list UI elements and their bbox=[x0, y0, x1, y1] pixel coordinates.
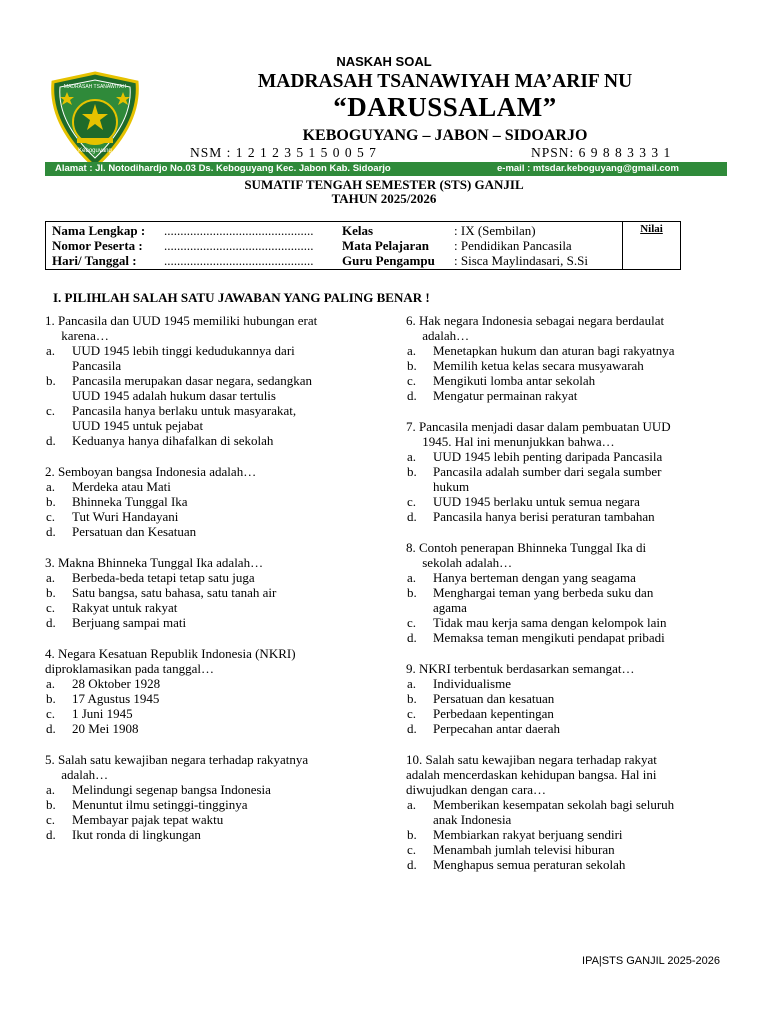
info-value: : Sisca Maylindasari, S.Si bbox=[454, 253, 588, 268]
email-text: e-mail : mtsdar.keboguyang@gmail.com bbox=[497, 163, 679, 174]
option-letter[interactable]: d. bbox=[46, 433, 56, 448]
option-text[interactable]: Perbedaan kepentingan bbox=[433, 706, 554, 721]
npsn-number: NPSN: 6 9 8 8 3 3 3 1 bbox=[531, 145, 672, 160]
student-info-box bbox=[45, 221, 681, 270]
option-letter[interactable]: d. bbox=[407, 721, 417, 736]
option-letter[interactable]: a. bbox=[407, 570, 417, 585]
option-text[interactable]: Mengatur permainan rakyat bbox=[433, 388, 578, 403]
option-letter[interactable]: a. bbox=[407, 797, 417, 812]
option-text[interactable]: 28 Oktober 1928 bbox=[72, 676, 161, 691]
question-text: diwujudkan dengan cara… bbox=[406, 782, 547, 797]
question-text: 3. Makna Bhinneka Tunggal Ika adalah… bbox=[45, 555, 264, 570]
option-letter[interactable]: c. bbox=[46, 403, 56, 418]
option-letter[interactable]: a. bbox=[407, 676, 417, 691]
option-letter[interactable]: c. bbox=[407, 706, 417, 721]
exam-year: TAHUN 2025/2026 bbox=[331, 191, 437, 206]
option-text[interactable]: 20 Mei 1908 bbox=[72, 721, 139, 736]
option-letter[interactable]: b. bbox=[407, 691, 417, 706]
school-location: KEBOGUYANG – JABON – SIDOARJO bbox=[302, 127, 588, 144]
option-text[interactable]: Satu bangsa, satu bahasa, satu tanah air bbox=[72, 585, 277, 600]
option-text[interactable]: Tidak mau kerja sama dengan kelompok lain bbox=[433, 615, 667, 630]
option-text[interactable]: Rakyat untuk rakyat bbox=[72, 600, 178, 615]
option-text[interactable]: Berbeda-beda tetapi tetap satu juga bbox=[72, 570, 255, 585]
option-text[interactable]: Keduanya hanya dihafalkan di sekolah bbox=[72, 433, 274, 448]
option-text[interactable]: Pancasila bbox=[72, 358, 122, 373]
option-text[interactable]: Pancasila hanya berlaku untuk masyarakat, bbox=[72, 403, 297, 418]
info-label: Mata Pelajaran bbox=[342, 238, 430, 253]
option-letter[interactable]: d. bbox=[46, 827, 56, 842]
option-text[interactable]: Persatuan dan Kesatuan bbox=[72, 524, 197, 539]
option-text[interactable]: Merdeka atau Mati bbox=[72, 479, 171, 494]
score-box[interactable] bbox=[623, 222, 680, 269]
option-text[interactable]: Berjuang sampai mati bbox=[72, 615, 187, 630]
option-letter[interactable]: a. bbox=[46, 570, 56, 585]
info-label: Nomor Peserta : bbox=[52, 238, 143, 253]
option-letter[interactable]: a. bbox=[46, 343, 56, 358]
option-letter[interactable]: c. bbox=[407, 842, 417, 857]
number-field[interactable]: .............................................. bbox=[164, 238, 314, 253]
option-letter[interactable]: c. bbox=[407, 494, 417, 509]
question-text: 2. Semboyan bangsa Indonesia adalah… bbox=[45, 464, 257, 479]
option-letter[interactable]: c. bbox=[46, 509, 56, 524]
option-text[interactable]: agama bbox=[433, 600, 467, 615]
school-type: MADRASAH TSANAWIYAH MA’ARIF NU bbox=[257, 71, 633, 92]
question-text: 4. Negara Kesatuan Republik Indonesia (NKRI) bbox=[45, 646, 296, 661]
option-letter[interactable]: c. bbox=[407, 373, 417, 388]
info-label: Hari/ Tanggal : bbox=[52, 253, 137, 268]
option-text[interactable]: Menetapkan hukum dan aturan bagi rakyatnya bbox=[433, 343, 675, 358]
option-letter[interactable]: d. bbox=[407, 388, 417, 403]
question-text: 1945. Hal ini menunjukkan bahwa… bbox=[406, 434, 615, 449]
svg-text:Keboguyang: Keboguyang bbox=[78, 148, 112, 154]
option-text[interactable]: Membiarkan rakyat berjuang sendiri bbox=[433, 827, 623, 842]
section-heading: I. PILIHLAH SALAH SATU JAWABAN YANG PALING BENAR ! bbox=[53, 290, 430, 305]
info-label: Guru Pengampu bbox=[342, 253, 435, 268]
option-letter[interactable]: b. bbox=[407, 464, 417, 479]
question-text: 9. NKRI terbentuk berdasarkan semangat… bbox=[406, 661, 635, 676]
option-text[interactable]: Menghargai teman yang berbeda suku dan bbox=[433, 585, 654, 600]
option-letter[interactable]: d. bbox=[407, 630, 417, 645]
option-text[interactable]: Individualisme bbox=[433, 676, 511, 691]
question-text: adalah mencerdaskan kehidupan bangsa. Hal ini bbox=[406, 767, 657, 782]
option-text[interactable]: anak Indonesia bbox=[433, 812, 512, 827]
option-letter[interactable]: a. bbox=[46, 782, 56, 797]
score-label: Nilai bbox=[640, 223, 663, 235]
address-bar bbox=[45, 162, 727, 176]
option-letter[interactable]: c. bbox=[407, 615, 417, 630]
option-text[interactable]: Memberikan kesempatan sekolah bagi seluruh bbox=[433, 797, 675, 812]
option-letter[interactable]: d. bbox=[46, 524, 56, 539]
option-letter[interactable]: d. bbox=[46, 721, 56, 736]
exam-title: SUMATIF TENGAH SEMESTER (STS) GANJIL bbox=[244, 177, 524, 192]
option-text[interactable]: Memilih ketua kelas secara musyawarah bbox=[433, 358, 644, 373]
option-text[interactable]: Perpecahan antar daerah bbox=[433, 721, 561, 736]
info-label: Kelas bbox=[342, 223, 374, 238]
option-letter[interactable]: b. bbox=[407, 585, 417, 600]
question-text: 7. Pancasila menjadi dasar dalam pembuatan UUD bbox=[406, 419, 671, 434]
question-text: 5. Salah satu kewajiban negara terhadap rakyatnya bbox=[45, 752, 309, 767]
option-letter[interactable]: d. bbox=[46, 615, 56, 630]
option-letter[interactable]: a. bbox=[407, 449, 417, 464]
page-footer: IPA|STS GANJIL 2025-2026 bbox=[582, 955, 720, 967]
option-text[interactable]: UUD 1945 lebih tinggi kedudukannya dari bbox=[72, 343, 295, 358]
option-letter[interactable]: b. bbox=[46, 373, 56, 388]
option-text[interactable]: Pancasila hanya berisi peraturan tambahan bbox=[433, 509, 655, 524]
address-text: Alamat : Jl. Notodihardjo No.03 Ds. Keboguyang Kec. Jabon Kab. Sidoarjo bbox=[55, 163, 391, 174]
option-text[interactable]: Pancasila merupakan dasar negara, sedangkan bbox=[72, 373, 313, 388]
option-text[interactable]: Menghapus semua peraturan sekolah bbox=[433, 857, 626, 872]
question-text: 6. Hak negara Indonesia sebagai negara berdaulat bbox=[406, 313, 665, 328]
option-letter[interactable]: a. bbox=[407, 343, 417, 358]
option-text[interactable]: Bhinneka Tunggal Ika bbox=[72, 494, 188, 509]
option-text[interactable]: Tut Wuri Handayani bbox=[72, 509, 179, 524]
naskah-label: NASKAH SOAL bbox=[336, 54, 432, 69]
option-text[interactable]: Ikut ronda di lingkungan bbox=[72, 827, 201, 842]
student-info-fields bbox=[46, 222, 623, 269]
option-text[interactable]: Persatuan dan kesatuan bbox=[433, 691, 555, 706]
option-letter[interactable]: a. bbox=[46, 676, 56, 691]
option-letter[interactable]: b. bbox=[46, 797, 56, 812]
option-text[interactable]: Pancasila adalah sumber dari segala sumber bbox=[433, 464, 662, 479]
option-letter[interactable]: c. bbox=[46, 706, 56, 721]
option-text[interactable]: Melindungi segenap bangsa Indonesia bbox=[72, 782, 271, 797]
option-text[interactable]: Mengikuti lomba antar sekolah bbox=[433, 373, 596, 388]
school-name: “DARUSSALAM” bbox=[333, 92, 557, 122]
option-letter[interactable]: c. bbox=[46, 812, 56, 827]
option-text[interactable]: Menambah jumlah televisi hiburan bbox=[433, 842, 615, 857]
option-text[interactable]: 1 Juni 1945 bbox=[72, 706, 133, 721]
option-text[interactable]: UUD 1945 berlaku untuk semua negara bbox=[433, 494, 640, 509]
school-logo bbox=[45, 70, 145, 170]
question-text: 1. Pancasila dan UUD 1945 memiliki hubungan erat bbox=[45, 313, 318, 328]
option-letter[interactable]: b. bbox=[407, 827, 417, 842]
question-text: diproklamasikan pada tanggal… bbox=[45, 661, 214, 676]
option-letter[interactable]: d. bbox=[407, 857, 417, 872]
option-letter[interactable]: b. bbox=[46, 585, 56, 600]
option-letter[interactable]: b. bbox=[407, 358, 417, 373]
option-letter[interactable]: b. bbox=[46, 691, 56, 706]
info-value: : IX (Sembilan) bbox=[454, 223, 536, 238]
option-letter[interactable]: b. bbox=[46, 494, 56, 509]
option-text[interactable]: UUD 1945 untuk pejabat bbox=[72, 418, 204, 433]
option-text[interactable]: Menuntut ilmu setinggi-tingginya bbox=[72, 797, 248, 812]
option-text[interactable]: Membayar pajak tepat waktu bbox=[72, 812, 224, 827]
info-label: Nama Lengkap : bbox=[52, 223, 146, 238]
name-field[interactable]: .............................................. bbox=[164, 223, 314, 238]
option-letter[interactable]: c. bbox=[46, 600, 56, 615]
option-text[interactable]: 17 Agustus 1945 bbox=[72, 691, 160, 706]
option-letter[interactable]: d. bbox=[407, 509, 417, 524]
question-text: adalah… bbox=[406, 328, 470, 343]
option-letter[interactable]: a. bbox=[46, 479, 56, 494]
question-text: karena… bbox=[45, 328, 109, 343]
option-text[interactable]: UUD 1945 adalah hukum dasar tertulis bbox=[72, 388, 276, 403]
option-text[interactable]: Hanya berteman dengan yang seagama bbox=[433, 570, 636, 585]
question-text: 8. Contoh penerapan Bhinneka Tunggal Ika di bbox=[406, 540, 647, 555]
question-text: 10. Salah satu kewajiban negara terhadap rakyat bbox=[406, 752, 657, 767]
info-value: : Pendidikan Pancasila bbox=[454, 238, 572, 253]
option-text[interactable]: hukum bbox=[433, 479, 470, 494]
question-text: sekolah adalah… bbox=[406, 555, 513, 570]
question-text: adalah… bbox=[45, 767, 109, 782]
date-field[interactable]: .............................................. bbox=[164, 253, 314, 268]
option-text[interactable]: UUD 1945 lebih penting daripada Pancasila bbox=[433, 449, 663, 464]
option-text[interactable]: Memaksa teman mengikuti pendapat pribadi bbox=[433, 630, 665, 645]
nsm-number: NSM : 1 2 1 2 3 5 1 5 0 0 5 7 bbox=[190, 145, 377, 160]
svg-text:MADRASAH TSANAWIYAH: MADRASAH TSANAWIYAH bbox=[63, 84, 127, 90]
